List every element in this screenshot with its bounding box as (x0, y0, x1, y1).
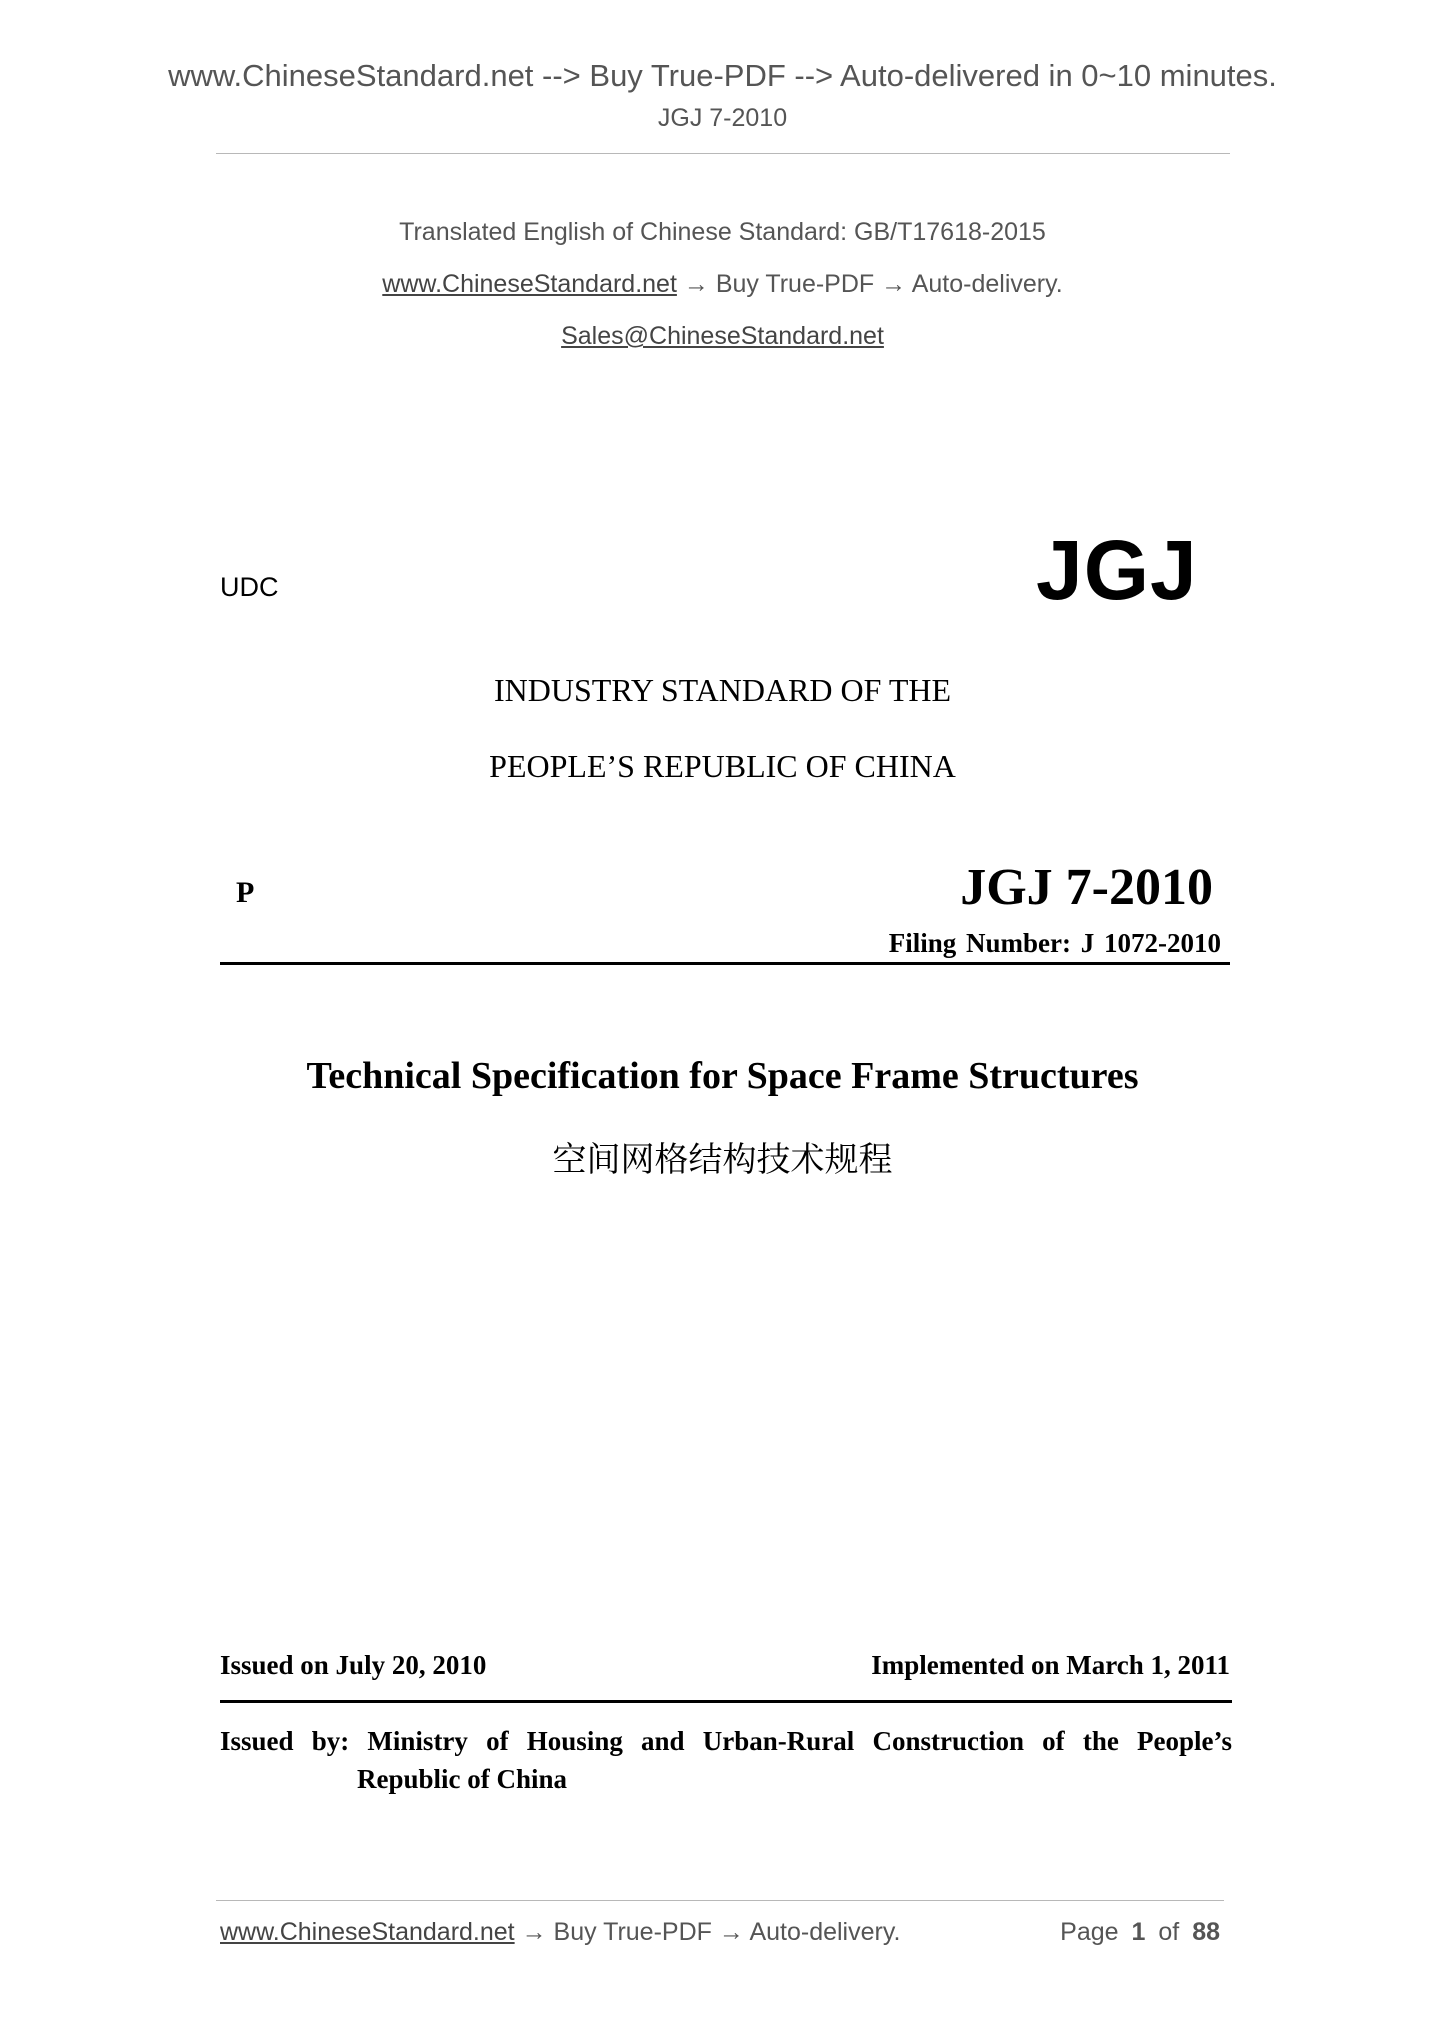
implemented-date: Implemented on March 1, 2011 (871, 1650, 1230, 1680)
footer-divider (216, 1900, 1224, 1901)
page-label: Page (1060, 1918, 1119, 1946)
header-doc-code: JGJ 7-2010 (657, 104, 788, 132)
number-divider (220, 962, 1230, 965)
udc-label: UDC (220, 572, 279, 602)
arrow-icon: → (881, 270, 907, 298)
industry-standard-line1: INDUSTRY STANDARD OF THE (493, 672, 952, 708)
footer-auto-delivery-text: Auto-delivery. (749, 1918, 901, 1946)
issued-by-line1: Issued by: Ministry of Housing and Urban-Rural Construction of the People’s (220, 1726, 1232, 1756)
header-divider (216, 153, 1230, 154)
page-indicator (1060, 1918, 1220, 1947)
page-total: 88 (1192, 1918, 1220, 1946)
page-of: of (1158, 1918, 1180, 1946)
filing-number: Filing Number: J 1072-2010 (888, 928, 1221, 958)
p-classification: P (236, 876, 255, 909)
jgj-logo: JGJ (1036, 523, 1198, 617)
translation-note: Translated English of Chinese Standard: GB/T17618-2015 (399, 218, 1046, 246)
arrow-icon: → (683, 270, 709, 298)
arrow-icon: → (718, 1918, 744, 1946)
auto-delivery-text: Auto-delivery. (911, 270, 1063, 298)
footer-site-link[interactable]: www.ChineseStandard.net (220, 1918, 515, 1946)
top-banner: www.ChineseStandard.net --> Buy True-PDF --> Auto-delivered in 0~10 minutes. (168, 58, 1277, 93)
footer-purchase-line (220, 1918, 900, 1947)
email-line (0, 322, 1445, 351)
site-link[interactable]: www.ChineseStandard.net (382, 270, 677, 298)
arrow-icon: → (521, 1918, 547, 1946)
issued-by-line2: Republic of China (357, 1764, 568, 1794)
issued-date: Issued on July 20, 2010 (220, 1650, 487, 1680)
buy-text: Buy True-PDF (715, 270, 875, 298)
footer-buy-text: Buy True-PDF (553, 1918, 712, 1946)
title-chinese: 空间网格结构技术规程 (552, 1141, 893, 1179)
purchase-line (0, 270, 1445, 299)
standard-number: JGJ 7-2010 (960, 859, 1213, 916)
industry-standard-line2: PEOPLE’S REPUBLIC OF CHINA (489, 748, 956, 784)
page-current: 1 (1131, 1918, 1146, 1946)
dates-divider (220, 1700, 1232, 1703)
title-english: Technical Specification for Space Frame Structures (306, 1055, 1139, 1097)
email-link[interactable]: Sales@ChineseStandard.net (561, 322, 884, 350)
